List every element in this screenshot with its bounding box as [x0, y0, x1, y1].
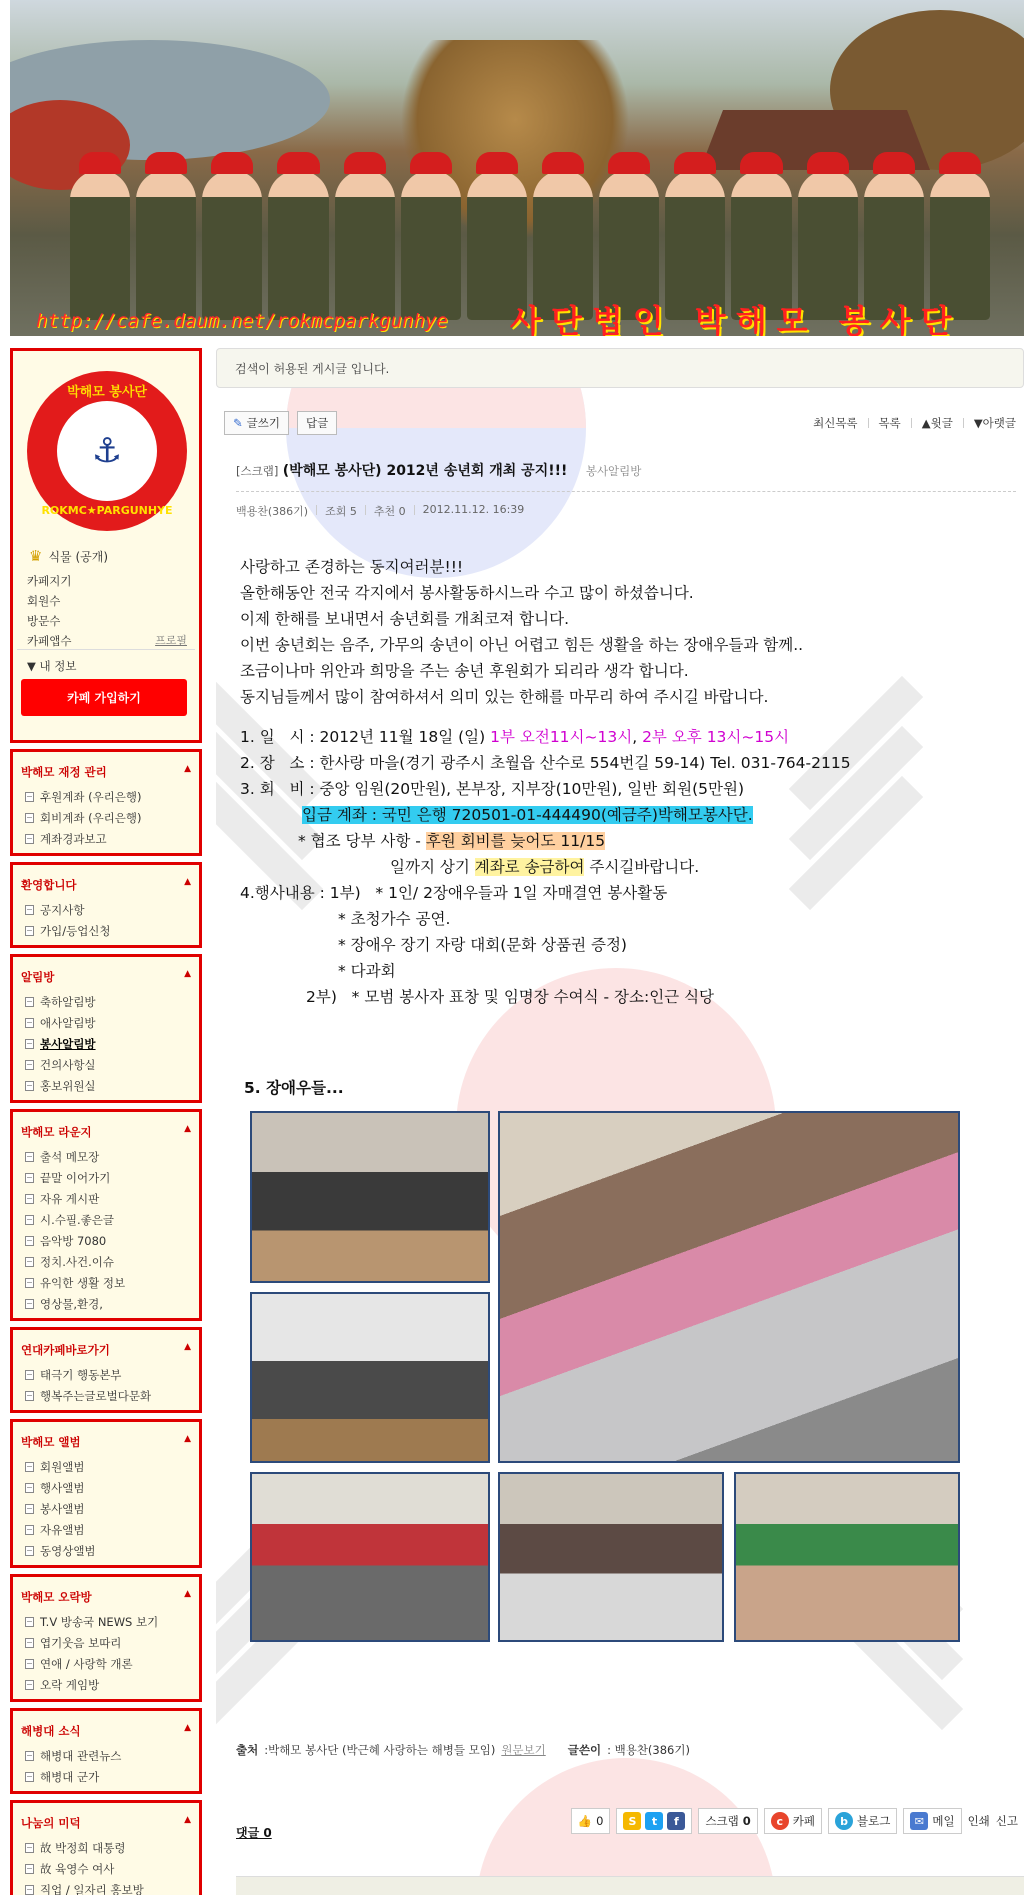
- menu-item-label: 태극기 행동본부: [40, 1367, 122, 1382]
- divider: [17, 649, 195, 650]
- post-body: [240, 554, 1020, 1010]
- menu-item-label: 음악방 7080: [40, 1233, 107, 1248]
- post-meta: [236, 503, 524, 519]
- board-icon: [25, 1659, 34, 1669]
- event-content-item: * 다과회: [338, 962, 396, 980]
- board-icon: [25, 1173, 34, 1183]
- print-link[interactable]: 인쇄: [967, 1814, 990, 1828]
- board-icon: [25, 1751, 34, 1761]
- cafe-grade: [29, 547, 108, 565]
- board-icon: [25, 1864, 34, 1874]
- board-icon: [25, 1370, 34, 1380]
- photo-scene: [252, 1474, 488, 1640]
- sidebar-menu-item[interactable]: [13, 1519, 199, 1540]
- board-icon: [25, 1257, 34, 1267]
- divider: [365, 505, 366, 515]
- board-icon: [25, 1843, 34, 1853]
- divider: [911, 418, 912, 428]
- sidebar-menu-item[interactable]: [13, 807, 199, 828]
- mail-label: 메일: [932, 1814, 955, 1828]
- thumbs-up-icon: 👍: [577, 1814, 593, 1828]
- menu-item-label: 회원앨범: [40, 1459, 85, 1474]
- event-place-line: 2. 장 소 : 한사랑 마을(경기 광주시 초월읍 산수로 554번길 59-14) Tel. 031-764-2115: [240, 754, 851, 772]
- menu-item-label: 출석 메모장: [40, 1149, 100, 1164]
- board-icon: [25, 1299, 34, 1309]
- my-info-toggle[interactable]: ▼ 내 정보: [27, 659, 77, 673]
- reply-button[interactable]: 답글: [297, 411, 337, 435]
- divider: [316, 505, 317, 515]
- sidebar-menu-heading[interactable]: [13, 873, 199, 899]
- event-content-item: * 장애우 장기 자랑 대회(문화 상품권 증정): [338, 936, 627, 954]
- board-link[interactable]: 봉사알림방: [585, 464, 642, 478]
- event-photo[interactable]: [498, 1472, 724, 1642]
- sidebar-menu-item[interactable]: [13, 1766, 199, 1787]
- post-title: (박해모 봉사단) 2012년 송년회 개최 공지!!!: [282, 463, 568, 479]
- board-icon: [25, 1018, 34, 1028]
- collapse-caret-icon[interactable]: ▲: [184, 1815, 191, 1825]
- sidebar-menu-item[interactable]: [13, 1033, 199, 1054]
- sidebar-menu-item[interactable]: [13, 1498, 199, 1519]
- sidebar-menu-item[interactable]: [13, 1540, 199, 1561]
- photo-scene: [500, 1113, 958, 1461]
- request-label: * 협조 당부 사항 -: [298, 832, 426, 850]
- list-link[interactable]: 목록: [878, 416, 901, 430]
- menu-item-label: 홍보위원실: [40, 1078, 96, 1093]
- event-content-part2: 2부) * 모범 봉사자 표창 및 임명장 수여식 - 장소:인근 식당: [306, 988, 715, 1006]
- kakao-story-icon[interactable]: S: [623, 1812, 641, 1830]
- report-link[interactable]: 신고: [995, 1814, 1018, 1828]
- sidebar-menu-item[interactable]: [13, 1858, 199, 1879]
- stat-row: [27, 631, 187, 651]
- event-photo[interactable]: [250, 1472, 490, 1642]
- board-icon: [25, 1885, 34, 1895]
- scrap-label: 스크랩: [705, 1814, 739, 1828]
- menu-item-label: 유익한 생활 정보: [40, 1275, 126, 1290]
- sidebar-menu-heading[interactable]: [13, 965, 199, 991]
- cafe-grade-label: 식물 (공개): [48, 550, 108, 564]
- menu-item-label: 후원계좌 (우리은행): [40, 789, 142, 804]
- sidebar-menu-item[interactable]: [13, 1385, 199, 1406]
- menu-item-label: 정치.사건.이슈: [40, 1254, 114, 1269]
- sidebar-menu-group: [10, 1574, 202, 1702]
- menu-item-label: 엽기웃음 보따리: [40, 1635, 122, 1650]
- cafe-label: 카페: [792, 1814, 816, 1828]
- board-icon: [25, 792, 34, 802]
- cafe-stats: [27, 571, 187, 651]
- menu-item-label: 봉사앨범: [40, 1501, 85, 1516]
- sidebar-menu-item[interactable]: [13, 1456, 199, 1477]
- menu-item-label: 행복주는글로벌다문화: [40, 1388, 152, 1403]
- board-icon: [25, 1680, 34, 1690]
- bank-account-line: [240, 802, 1020, 828]
- blog-label: 블로그: [857, 1814, 891, 1828]
- board-icon: [25, 1772, 34, 1782]
- blog-share-button[interactable]: [828, 1808, 897, 1834]
- event-date-label: 1. 일 시 : 2012년 11월 18일 (일): [240, 728, 491, 746]
- menu-item-label: 동영상앨범: [40, 1543, 96, 1558]
- post-likes: 추천 0: [373, 505, 406, 518]
- facebook-icon[interactable]: f: [667, 1812, 685, 1830]
- sidebar-menu-item[interactable]: [13, 1653, 199, 1674]
- request-text: 일까지 상기: [390, 858, 475, 876]
- mail-share-button[interactable]: [903, 1808, 961, 1834]
- twitter-icon[interactable]: t: [645, 1812, 663, 1830]
- board-icon: [25, 1504, 34, 1514]
- banner-url-text: http://cafe.daum.net/rokmcparkgunhye: [36, 310, 448, 332]
- event-photo-large[interactable]: [498, 1111, 960, 1463]
- menu-item-label: 행사앨범: [40, 1480, 85, 1495]
- photo-scene: [736, 1474, 958, 1640]
- menu-item-label: T.V 방송국 NEWS 보기: [40, 1614, 159, 1629]
- menu-item-label: 축하알림방: [40, 994, 96, 1009]
- body-line: 올한해동안 전국 각지에서 봉사활동하시느라 수고 많이 하셨씁니다.: [240, 584, 694, 602]
- menu-heading-label: 연대카페바로가기: [21, 1343, 110, 1357]
- pencil-icon: ✎: [233, 416, 243, 430]
- photo-scene: [252, 1294, 488, 1461]
- post-views: 조회 5: [325, 505, 357, 518]
- crown-icon: ♛: [29, 547, 43, 565]
- divider: [236, 491, 1016, 492]
- stat-row: [27, 591, 187, 611]
- bank-account-text: 입금 계좌 : 국민 은행 720501-01-444490(예금주)박해모봉사단.: [302, 806, 753, 824]
- board-icon: [25, 1215, 34, 1225]
- menu-item-label: 끝말 이어가기: [40, 1170, 111, 1185]
- sidebar-menu-heading[interactable]: [13, 1585, 199, 1611]
- board-icon: [25, 1483, 34, 1493]
- menu-item-label: 해병대 관련뉴스: [40, 1748, 122, 1763]
- request-line-2: [240, 854, 1020, 880]
- sidebar-menu-item[interactable]: [13, 1146, 199, 1167]
- event-date-line: [240, 724, 1020, 750]
- request-line: [240, 828, 1020, 854]
- author-text: : 백용찬(386기): [607, 1743, 690, 1757]
- like-count: 0: [596, 1814, 604, 1828]
- board-icon: [25, 1236, 34, 1246]
- mail-icon: ✉: [910, 1812, 928, 1830]
- board-icon: [25, 1525, 34, 1535]
- board-icon: [25, 1617, 34, 1627]
- sidebar-menu-item[interactable]: [13, 1745, 199, 1766]
- menu-heading-label: 박해모 라운지: [21, 1125, 92, 1139]
- comma: ,: [632, 728, 643, 746]
- sidebar-menu-group: [10, 954, 202, 1103]
- divider: [414, 505, 415, 515]
- board-icon: [25, 1039, 34, 1049]
- cafe-profile-box: [10, 348, 202, 743]
- sidebar-menu-item[interactable]: [13, 1674, 199, 1695]
- sidebar-menu-item[interactable]: [13, 1075, 199, 1096]
- body-line: 이제 한해를 보내면서 송년회를 개최코져 합니다.: [240, 610, 570, 628]
- collapse-caret-icon[interactable]: ▲: [184, 1124, 191, 1134]
- stat-row: [27, 611, 187, 631]
- like-button[interactable]: [571, 1808, 611, 1834]
- sidebar-menu-group: [10, 1800, 202, 1895]
- menu-item-label: 故 육영수 여사: [40, 1861, 115, 1876]
- stat-row[interactable]: [27, 571, 187, 591]
- menu-item-label: 회비계좌 (우리은행): [40, 810, 142, 825]
- sidebar-menu-item[interactable]: [13, 1167, 199, 1188]
- sidebar-menu-heading[interactable]: [13, 1430, 199, 1456]
- body-line: 사랑하고 존경하는 동지여러분!!!: [240, 558, 464, 576]
- menu-heading-label: 해병대 소식: [21, 1724, 81, 1738]
- menu-item-label: 직업 / 일자리 홍보방: [40, 1882, 144, 1895]
- sidebar-menu-heading[interactable]: [13, 1338, 199, 1364]
- board-icon: [25, 905, 34, 915]
- menu-heading-label: 박해모 오락방: [21, 1590, 92, 1604]
- blog-icon: b: [835, 1812, 853, 1830]
- sidebar-menu-item[interactable]: [13, 1054, 199, 1075]
- source-label: 출처: [236, 1743, 259, 1757]
- menu-item-label: 가입/등업신청: [40, 923, 111, 938]
- sidebar-menu-item[interactable]: [13, 1188, 199, 1209]
- menu-item-label: 애사알림방: [40, 1015, 96, 1030]
- search-allowed-notice: 검색이 허용된 게시글 입니다.: [216, 348, 1024, 388]
- menu-heading-label: 환영합니다: [21, 878, 77, 892]
- comments-link[interactable]: 댓글 0: [236, 1826, 272, 1840]
- menu-item-label: 영상물,환경,: [40, 1296, 103, 1311]
- sidebar-menu-item[interactable]: [13, 1251, 199, 1272]
- board-icon: [25, 834, 34, 844]
- menu-item-label: 공지사항: [40, 902, 85, 917]
- sidebar-menu-item[interactable]: [13, 1477, 199, 1498]
- sidebar: [10, 348, 202, 1895]
- divider: [963, 418, 964, 428]
- sidebar-menu-item[interactable]: [13, 1293, 199, 1314]
- sidebar-menus: [10, 749, 202, 1895]
- sidebar-menu-heading[interactable]: [13, 760, 199, 786]
- body-line: 조금이나마 위안과 희망을 주는 송년 후원회가 되리라 생각 합니다.: [240, 662, 689, 680]
- menu-item-label: 자유앨범: [40, 1522, 85, 1537]
- stat-label: 카페지기: [27, 574, 72, 588]
- photos-heading: 5. 장애우들...: [244, 1079, 344, 1097]
- marine-emblem-icon: ⚓: [57, 401, 157, 501]
- body-line: 동지님들께서 많이 참여하셔서 의미 있는 한해를 마무리 하여 주시길 바랍니다.: [240, 688, 769, 706]
- board-icon: [25, 1462, 34, 1472]
- sidebar-menu-group: [10, 749, 202, 856]
- session-2-time: 2부 오후 13시~15시: [642, 728, 790, 746]
- sidebar-menu-group: [10, 1327, 202, 1413]
- board-icon: [25, 1546, 34, 1556]
- sidebar-menu-item[interactable]: [13, 1364, 199, 1385]
- board-icon: [25, 997, 34, 1007]
- board-icon: [25, 1391, 34, 1401]
- scrap-count: 0: [742, 1814, 751, 1828]
- board-icon: [25, 1278, 34, 1288]
- sidebar-menu-item[interactable]: [13, 828, 199, 849]
- stat-label: 카페앱수: [27, 634, 72, 648]
- sidebar-menu-item[interactable]: [13, 1230, 199, 1251]
- sidebar-menu-item[interactable]: [13, 1272, 199, 1293]
- author-label: 글쓴이: [567, 1743, 602, 1757]
- divider: [868, 418, 869, 428]
- stat-label: 방문수: [27, 614, 61, 628]
- sidebar-menu-heading[interactable]: [13, 1811, 199, 1837]
- collapse-caret-icon[interactable]: ▲: [184, 877, 191, 887]
- write-button[interactable]: [224, 411, 289, 435]
- menu-item-label: 故 박정희 대통령: [40, 1840, 126, 1855]
- menu-heading-label: 박해모 재정 관리: [21, 765, 107, 779]
- event-photo[interactable]: [250, 1292, 490, 1463]
- menu-item-label: 계좌경과보고: [40, 831, 107, 846]
- cafe-logo[interactable]: [27, 371, 187, 531]
- sidebar-menu-item[interactable]: [13, 1209, 199, 1230]
- session-1-time: 1부 오전11시~13시: [490, 728, 633, 746]
- prev-post-link[interactable]: ▲윗글: [921, 416, 953, 430]
- post-toolbar: [224, 410, 1016, 436]
- post-source: [236, 1742, 690, 1758]
- sidebar-menu-item[interactable]: [13, 991, 199, 1012]
- event-photo[interactable]: [734, 1472, 960, 1642]
- sidebar-menu-item[interactable]: [13, 1879, 199, 1895]
- collapse-caret-icon[interactable]: ▲: [184, 1589, 191, 1599]
- recent-list-link[interactable]: 최신목록: [813, 416, 858, 430]
- logo-bottom-text: ROKMC★PARGUNHYE: [41, 504, 173, 517]
- sns-share-group: [616, 1808, 692, 1834]
- event-content-line: 4.행사내용 : 1부) * 1인/ 2장애우들과 1일 자매결연 봉사활동: [240, 884, 668, 902]
- cafe-banner[interactable]: [10, 0, 1024, 336]
- menu-heading-label: 박해모 앨범: [21, 1435, 81, 1449]
- next-post-link[interactable]: ▼아랫글: [973, 416, 1016, 430]
- request-text-end: 주시길바랍니다.: [584, 858, 700, 876]
- photo-scene: [252, 1113, 488, 1281]
- comment-area-edge: [236, 1876, 1024, 1895]
- sidebar-menu-item[interactable]: [13, 1012, 199, 1033]
- sidebar-menu-item[interactable]: [13, 1632, 199, 1653]
- cafe-icon: c: [771, 1812, 789, 1830]
- sidebar-menu-item[interactable]: [13, 1611, 199, 1632]
- sidebar-menu-group: [10, 1708, 202, 1794]
- sidebar-menu-group: [10, 1109, 202, 1321]
- stat-label: 회원수: [27, 594, 61, 608]
- post-date: 2012.11.12. 16:39: [422, 503, 525, 516]
- board-icon: [25, 1152, 34, 1162]
- sidebar-menu-item[interactable]: [13, 1837, 199, 1858]
- board-icon: [25, 926, 34, 936]
- board-icon: [25, 1081, 34, 1091]
- request-deadline: 후원 회비를 늦어도 11/15: [425, 832, 606, 850]
- board-icon: [25, 813, 34, 823]
- banner-title-text: 사단법인 박해모 봉사단: [510, 302, 962, 336]
- post-author[interactable]: 백용찬(386기): [236, 505, 309, 518]
- menu-item-label: 자유 게시판: [40, 1191, 100, 1206]
- scrap-tag: [스크랩]: [236, 464, 279, 478]
- collapse-caret-icon[interactable]: ▲: [184, 969, 191, 979]
- source-text: :박해모 봉사단 (박근혜 사랑하는 해병들 모임): [264, 1743, 496, 1757]
- sidebar-menu-group: [10, 862, 202, 948]
- sidebar-menu-item[interactable]: [13, 786, 199, 807]
- event-photo[interactable]: [250, 1111, 490, 1283]
- sidebar-menu-item[interactable]: [13, 920, 199, 941]
- scrap-button[interactable]: [698, 1808, 757, 1834]
- menu-item-label: 봉사알림방: [40, 1036, 96, 1051]
- collapse-caret-icon[interactable]: ▲: [184, 1434, 191, 1444]
- menu-item-label: 건의사항실: [40, 1057, 96, 1072]
- menu-item-label: 해병대 군가: [40, 1769, 100, 1784]
- sidebar-menu-heading[interactable]: [13, 1120, 199, 1146]
- collapse-caret-icon[interactable]: ▲: [184, 764, 191, 774]
- event-content-item: * 초청가수 공연.: [338, 910, 451, 928]
- cafe-share-button[interactable]: [764, 1808, 822, 1834]
- menu-heading-label: 나눔의 미덕: [21, 1816, 81, 1830]
- logo-top-text: 박해모 봉사단: [67, 385, 147, 400]
- post-header: [236, 460, 1016, 480]
- menu-heading-label: 알림방: [21, 970, 55, 984]
- join-cafe-button[interactable]: 카페 가입하기: [21, 679, 187, 716]
- board-icon: [25, 1060, 34, 1070]
- collapse-caret-icon[interactable]: ▲: [184, 1723, 191, 1733]
- sidebar-menu-group: [10, 1419, 202, 1568]
- share-actions: [571, 1808, 1018, 1834]
- menu-item-label: 시.수필.좋은글: [40, 1212, 114, 1227]
- event-fee-line: 3. 회 비 : 중앙 임원(20만원), 본부장, 지부장(10만원), 일반 회원(5만원): [240, 780, 744, 798]
- menu-item-label: 연애 / 사랑학 개론: [40, 1656, 133, 1671]
- menu-item-label: 오락 게임방: [40, 1677, 100, 1692]
- photo-scene: [500, 1474, 722, 1640]
- main-content: [216, 348, 1024, 1895]
- board-icon: [25, 1194, 34, 1204]
- sidebar-menu-item[interactable]: [13, 899, 199, 920]
- body-line: 이번 송년회는 음주, 가무의 송년이 아닌 어렵고 힘든 생활을 하는 장애우들과 함께..: [240, 636, 804, 654]
- write-label: 글쓰기: [246, 416, 280, 430]
- collapse-caret-icon[interactable]: ▲: [184, 1342, 191, 1352]
- sidebar-menu-heading[interactable]: [13, 1719, 199, 1745]
- profile-link[interactable]: 프로필: [155, 634, 187, 647]
- board-icon: [25, 1638, 34, 1648]
- original-post-link[interactable]: 원문보기: [501, 1743, 546, 1757]
- request-highlight: 계좌로 송금하여: [474, 858, 585, 876]
